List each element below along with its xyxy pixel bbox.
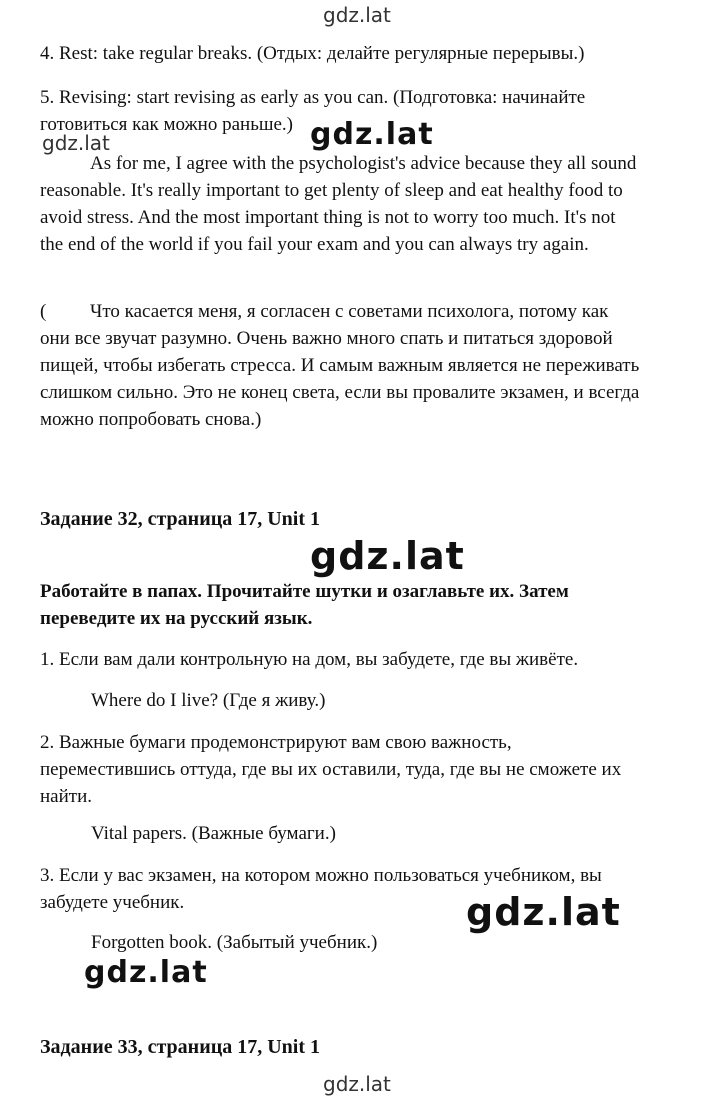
task33-heading: Задание 33, страница 17, Unit 1 <box>40 1036 321 1058</box>
watermark-top: gdz.lat <box>323 3 391 27</box>
watermark-item5: gdz.lat <box>310 117 434 152</box>
joke-1-title: Where do I live? (Где я живу.) <box>91 690 326 711</box>
opinion-ru-open-paren: ( <box>40 301 47 322</box>
joke-3-text: 3. Если у вас экзамен, на котором можно пользоваться учебником, вы забудете учебник. <box>40 865 602 913</box>
watermark-bottom: gdz.lat <box>323 1072 391 1096</box>
joke-2-title: Vital papers. (Важные бумаги.) <box>91 823 336 844</box>
advice-item-5: 5. Revising: start revising as early as you can. (Подготовка: начинайте готовиться как можно раньше.) <box>40 87 586 135</box>
task32-instruction: Работайте в папах. Прочитайте шутки и озаглавьте их. Затем переведите их на русский язык. <box>40 581 569 629</box>
advice-item-4: 4. Rest: take regular breaks. (Отдых: делайте регулярные перерывы.) <box>40 43 585 64</box>
watermark-right-big: gdz.lat <box>466 890 621 934</box>
opinion-paragraph-ru: Что касается меня, я согласен с советами психолога, потому как они все звучат разумно. Очень важно много спать и питаться здоровой пищей, чтобы избегать стресса. И самым важным является не переживать слишком сильно. Это не конец света, если вы провалите экзамен, и всегда можно попробовать снова.) <box>40 301 640 430</box>
watermark-left-small: gdz.lat <box>42 131 110 155</box>
joke-2-text: 2. Важные бумаги продемонстрируют вам свою важность, переместившись оттуда, где вы их оставили, туда, где вы не сможете их найти. <box>40 732 622 807</box>
opinion-paragraph-en: As for me, I agree with the psychologist's advice because they all sound reasonable. It's really important to get plenty of sleep and eat healthy food to avoid stress. And the most important thing is not to worry too much. It's not the end of the world if you fail your exam and you can always try again. <box>40 153 637 255</box>
watermark-center-big: gdz.lat <box>310 534 465 578</box>
task32-heading: Задание 32, страница 17, Unit 1 <box>40 508 321 530</box>
watermark-left-mid: gdz.lat <box>84 955 208 990</box>
joke-1-text: 1. Если вам дали контрольную на дом, вы забудете, где вы живёте. <box>40 649 579 670</box>
joke-3-title: Forgotten book. (Забытый учебник.) <box>91 932 378 953</box>
